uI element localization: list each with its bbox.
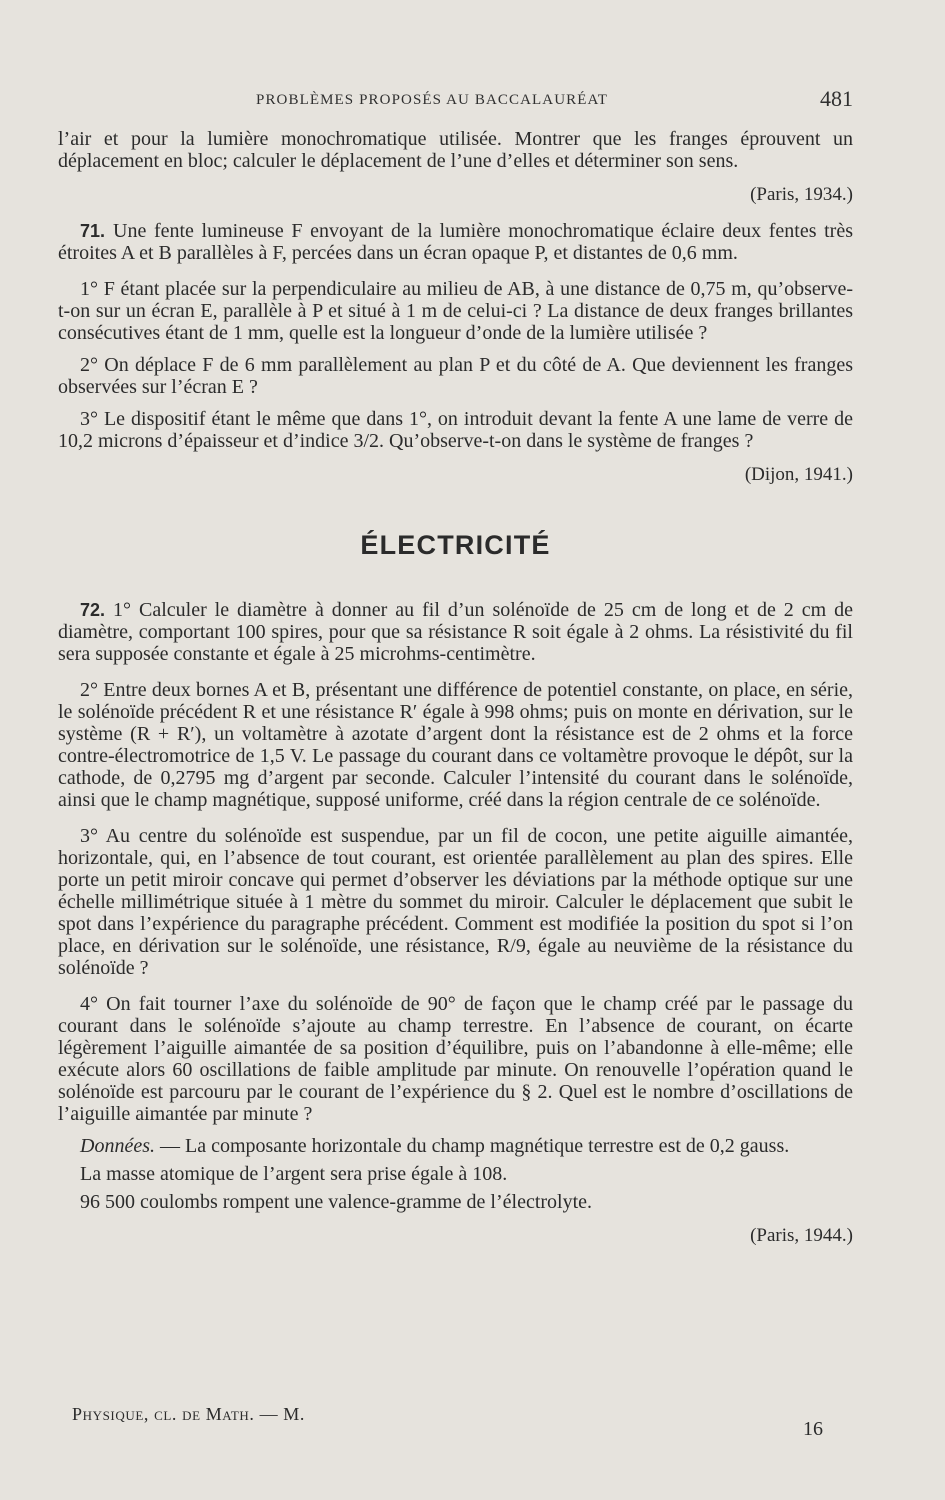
source-citation-1: (Paris, 1934.) [750, 184, 853, 205]
page-number: 481 [820, 86, 853, 111]
problem-71-item-1: 1° F étant placée sur la perpendiculaire au milieu de AB, à une distance de 0,75 m, qu’observe-t-on sur un écran E, parallèle à P et situé à 1 m de celui-ci ? La distance de deux franges brillantes consécutives étant de 1 mm, quelle est la longueur d’onde de la lumière utilisée ? [58, 278, 853, 344]
problem-72-item-1 [58, 599, 853, 665]
donnees-label: Données. [80, 1135, 155, 1157]
problem-72-item-2: 2° Entre deux bornes A et B, présentant une différence de potentiel constante, on place, en série, le solénoïde précédent R et une résistance R′ égale à 998 ohms; puis on monte en dérivation, sur le système (R + R′), un voltamètre à azotate d’argent dont la résistance est de 2 ohms et la force contre-électromotrice de 1,5 V. Le passage du courant dans ce voltamètre provoque le dépôt, sur la cathode, de 0,2795 mg d’argent par seconde. Calculer l’intensité du courant dans le solénoïde, ainsi que le champ magnétique, supposé uniforme, créé dans la région centrale de ce solénoïde. [58, 679, 853, 811]
problem-71-number: 71. [80, 221, 106, 241]
donnees-paragraph [58, 1135, 853, 1157]
problem-71-statement [58, 220, 853, 264]
source-citation-3: (Paris, 1944.) [750, 1225, 853, 1246]
footer-book-title: Physique, cl. de Math. — M. [72, 1404, 305, 1424]
problem-71-item-2: 2° On déplace F de 6 mm parallèlement au plan P et du côté de A. Que deviennent les franges observées sur l’écran E ? [58, 354, 853, 398]
footer-sheet-number: 16 [803, 1418, 823, 1440]
problem-71-item-3: 3° Le dispositif étant le même que dans 1°, on introduit devant la fente A une lame de verre de 10,2 microns d’épaisseur et d’indice 3/2. Qu’observe-t-on dans le système de franges ? [58, 408, 853, 452]
page-content [58, 128, 853, 1247]
problem-72-item-3: 3° Au centre du solénoïde est suspendue, par un fil de cocon, une petite aiguille aimantée, horizontale, qui, en l’absence de tout courant, est orientée parallèlement au plan des spires. Elle porte un petit miroir concave qui permet d’observer les déviations par la méthode optique sur une échelle millimétrique située à 1 mètre du sommet du miroir. Calculer le déplacement que subit le spot dans l’expérience du paragraphe précédent. Comment est modifiée la position du spot si l’on place, en dérivation sur le solénoïde, une résistance, R/9, égale au neuvième de la résistance du solénoïde ? [58, 825, 853, 979]
problem-72-item-4: 4° On fait tourner l’axe du solénoïde de 90° de façon que le champ créé par le passage du courant dans le solénoïde s’ajoute au champ terrestre. En l’absence de courant, on écarte légèrement l’aiguille aimantée de sa position d’équilibre, puis on l’abandonne à elle-même; elle exécute alors 60 oscillations de faible amplitude par minute. On renouvelle l’opération quand le solénoïde est parcouru par le courant de l’expérience du § 2. Quel est le nombre d’oscillations de l’aiguille aimantée par minute ? [58, 993, 853, 1125]
donnees-line-2: La masse atomique de l’argent sera prise égale à 108. [80, 1163, 508, 1185]
donnees-line-3: 96 500 coulombs rompent une valence-gramme de l’électrolyte. [80, 1191, 593, 1213]
section-title-electricite: ÉLECTRICITÉ [360, 530, 551, 560]
problem-71-text: Une fente lumineuse F envoyant de la lumière monochromatique éclaire deux fentes très étroites A et B parallèles à F, percées dans un écran opaque P, et distantes de 0,6 mm. [58, 220, 853, 264]
problem-72-number: 72. [80, 600, 106, 620]
page-header [58, 86, 853, 122]
donnees-text: — La composante horizontale du champ magnétique terrestre est de 0,2 gauss. [159, 1135, 790, 1157]
intro-paragraph: l’air et pour la lumière monochromatique utilisée. Montrer que les franges éprouvent un déplacement en bloc; calculer le déplacement de l’une d’elles et déterminer son sens. [58, 128, 853, 172]
running-title: PROBLÈMES PROPOSÉS AU BACCALAURÉAT [256, 92, 609, 108]
problem-72-item-1-text: 1° Calculer le diamètre à donner au fil d’un solénoïde de 25 cm de long et de 2 cm de diamètre, comportant 100 spires, pour que sa résistance R soit égale à 2 ohms. La résistivité du fil sera supposée constante et égale à 25 microhms-centimètre. [58, 599, 853, 665]
source-citation-2: (Dijon, 1941.) [744, 464, 853, 485]
